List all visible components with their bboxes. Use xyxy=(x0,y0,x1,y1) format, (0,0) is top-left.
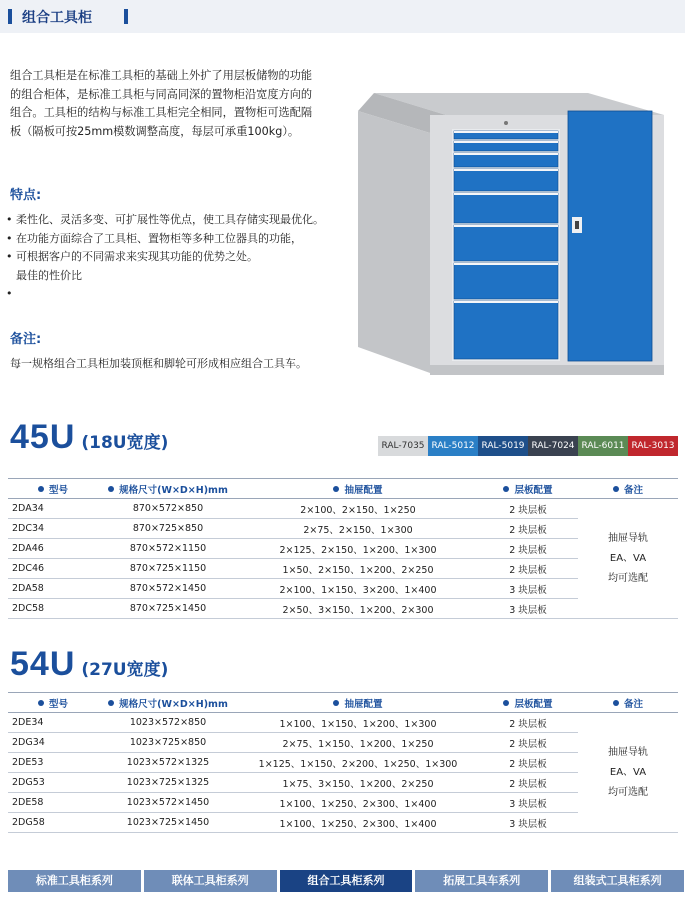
remarks-line: 抽屉导轨 xyxy=(608,746,648,758)
nav-tab[interactable]: 组合工具柜系列 xyxy=(280,870,413,892)
feature-item: 最佳的性价比 xyxy=(16,268,82,282)
table-row xyxy=(8,773,678,793)
col-drawers: 抽屉配置 xyxy=(238,693,478,713)
size-cell: 870×572×1450 xyxy=(98,579,238,599)
remarks-line: EA、VA xyxy=(609,766,647,778)
size-cell: 870×572×850 xyxy=(98,499,238,519)
drawers-cell: 2×125、2×150、1×200、1×300 xyxy=(238,539,478,559)
table-row xyxy=(8,713,678,733)
remarks-cell xyxy=(578,499,678,619)
table-row xyxy=(8,793,678,813)
intro-line: 板（隔板可按25mm模数调整高度，每层可承重100kg）。 xyxy=(10,124,300,138)
shelves-cell: 2 块层板 xyxy=(478,713,578,733)
col-remarks: 备注 xyxy=(578,693,678,713)
drawers-cell: 2×100、2×150、1×250 xyxy=(238,499,478,519)
remarks-line: 均可选配 xyxy=(608,786,648,798)
col-drawers: 抽屉配置 xyxy=(238,479,478,499)
drawers-cell: 2×50、3×150、1×200、2×300 xyxy=(238,599,478,619)
col-model: 型号 xyxy=(8,693,98,713)
feature-item: • 在功能方面综合了工具柜、置物柜等多种工位器具的功能， xyxy=(6,231,302,245)
ral-swatch: RAL-6011 xyxy=(578,436,628,456)
size-cell: 870×572×1150 xyxy=(98,539,238,559)
series-54u-width: (27U宽度) xyxy=(81,660,169,680)
nav-tab[interactable]: 标准工具柜系列 xyxy=(8,870,141,892)
size-cell: 1023×572×850 xyxy=(98,713,238,733)
notes-title: 备注: xyxy=(10,332,42,347)
table-row xyxy=(8,579,678,599)
ral-swatch: RAL-5019 xyxy=(478,436,528,456)
model-cell: 2DA34 xyxy=(8,499,98,519)
model-cell: 2DE53 xyxy=(8,753,98,773)
series-54u-heading xyxy=(10,645,168,684)
table-row xyxy=(8,813,678,833)
remarks-cell xyxy=(578,713,678,833)
shelves-cell: 3 块层板 xyxy=(478,599,578,619)
drawers-cell: 2×75、2×150、1×300 xyxy=(238,519,478,539)
drawers-cell: 2×75、1×150、1×200、1×250 xyxy=(238,733,478,753)
size-cell: 870×725×1450 xyxy=(98,599,238,619)
shelves-cell: 3 块层板 xyxy=(478,793,578,813)
ral-swatch: RAL-7024 xyxy=(528,436,578,456)
series-45u-width: (18U宽度) xyxy=(81,433,169,453)
shelves-cell: 2 块层板 xyxy=(478,559,578,579)
size-cell: 870×725×1150 xyxy=(98,559,238,579)
col-size: 规格尺寸(W×D×H)mm xyxy=(98,693,238,713)
model-cell: 2DE34 xyxy=(8,713,98,733)
drawers-cell: 1×100、1×250、2×300、1×400 xyxy=(238,793,478,813)
shelves-cell: 2 块层板 xyxy=(478,539,578,559)
ral-swatch: RAL-7035 xyxy=(378,436,428,456)
col-model: 型号 xyxy=(8,479,98,499)
table-row xyxy=(8,753,678,773)
ral-swatch: RAL-3013 xyxy=(628,436,678,456)
size-cell: 1023×572×1325 xyxy=(98,753,238,773)
series-45u-heading xyxy=(10,418,168,457)
remarks-line: EA、VA xyxy=(609,552,647,564)
series-54u-label: 54U xyxy=(10,645,76,683)
model-cell: 2DG58 xyxy=(8,813,98,833)
header-accent-left xyxy=(8,9,12,24)
intro-line: 的组合柜体，是标准工具柜与同高同深的置物柜沿宽度方向的 xyxy=(10,87,313,101)
feature-bullet: • xyxy=(6,287,13,300)
table-row xyxy=(8,519,678,539)
drawers-cell: 2×100、1×150、3×200、1×400 xyxy=(238,579,478,599)
table-row xyxy=(8,599,678,619)
table-row xyxy=(8,559,678,579)
model-cell: 2DE58 xyxy=(8,793,98,813)
model-cell: 2DA46 xyxy=(8,539,98,559)
table-row xyxy=(8,539,678,559)
feature-item: • 柔性化、灵活多变、可扩展性等优点，使工具存储实现最优化。 xyxy=(6,213,324,226)
drawers-cell: 1×100、1×150、1×200、1×300 xyxy=(238,713,478,733)
page-header xyxy=(0,0,685,33)
drawers-cell: 1×125、1×150、2×200、1×250、1×300 xyxy=(238,753,478,773)
col-shelves: 层板配置 xyxy=(478,693,578,713)
header-accent-right xyxy=(124,9,128,24)
size-cell: 1023×572×1450 xyxy=(98,793,238,813)
ral-color-swatches xyxy=(378,436,678,456)
intro-line: 组合。工具柜的结构与标准工具柜完全相同，置物柜可选配隔 xyxy=(10,106,313,119)
model-cell: 2DA58 xyxy=(8,579,98,599)
spec-table-54u xyxy=(8,692,678,833)
page-title: 组合工具柜 xyxy=(22,10,92,26)
col-size: 规格尺寸(W×D×H)mm xyxy=(98,479,238,499)
cabinet-illustration xyxy=(352,85,680,377)
size-cell: 1023×725×1450 xyxy=(98,813,238,833)
shelves-cell: 2 块层板 xyxy=(478,773,578,793)
model-cell: 2DC58 xyxy=(8,599,98,619)
intro-line: 组合工具柜是在标准工具柜的基础上外扩了用层板储物的功能 xyxy=(10,69,313,82)
model-cell: 2DG34 xyxy=(8,733,98,753)
shelves-cell: 3 块层板 xyxy=(478,579,578,599)
feature-item: • 可根据客户的不同需求来实现其功能的优势之处。 xyxy=(6,250,258,263)
features-list xyxy=(6,211,346,304)
nav-tab[interactable]: 组装式工具柜系列 xyxy=(551,870,684,892)
model-cell: 2DC34 xyxy=(8,519,98,539)
size-cell: 1023×725×1325 xyxy=(98,773,238,793)
nav-tab[interactable]: 联体工具柜系列 xyxy=(144,870,277,892)
table-row xyxy=(8,733,678,753)
shelves-cell: 2 块层板 xyxy=(478,499,578,519)
spec-table-45u xyxy=(8,478,678,619)
col-shelves: 层板配置 xyxy=(478,479,578,499)
size-cell: 870×725×850 xyxy=(98,519,238,539)
remarks-line: 均可选配 xyxy=(608,572,648,584)
col-remarks: 备注 xyxy=(578,479,678,499)
drawers-cell: 1×75、3×150、1×200、2×250 xyxy=(238,773,478,793)
intro-paragraph xyxy=(10,67,330,141)
shelves-cell: 2 块层板 xyxy=(478,519,578,539)
features-title: 特点: xyxy=(10,188,42,203)
remarks-line: 抽屉导轨 xyxy=(608,532,648,544)
series-nav xyxy=(8,870,684,892)
table-row xyxy=(8,499,678,519)
notes-text: 每一规格组合工具柜加装顶框和脚轮可形成相应组合工具车。 xyxy=(10,357,307,370)
series-45u-label: 45U xyxy=(10,418,76,456)
shelves-cell: 3 块层板 xyxy=(478,813,578,833)
shelves-cell: 2 块层板 xyxy=(478,733,578,753)
table-header-row xyxy=(8,479,678,499)
shelves-cell: 2 块层板 xyxy=(478,753,578,773)
drawers-cell: 1×100、1×250、2×300、1×400 xyxy=(238,813,478,833)
nav-tab[interactable]: 拓展工具车系列 xyxy=(415,870,548,892)
model-cell: 2DC46 xyxy=(8,559,98,579)
table-header-row xyxy=(8,693,678,713)
ral-swatch: RAL-5012 xyxy=(428,436,478,456)
size-cell: 1023×725×850 xyxy=(98,733,238,753)
model-cell: 2DG53 xyxy=(8,773,98,793)
drawers-cell: 1×50、2×150、1×200、2×250 xyxy=(238,559,478,579)
